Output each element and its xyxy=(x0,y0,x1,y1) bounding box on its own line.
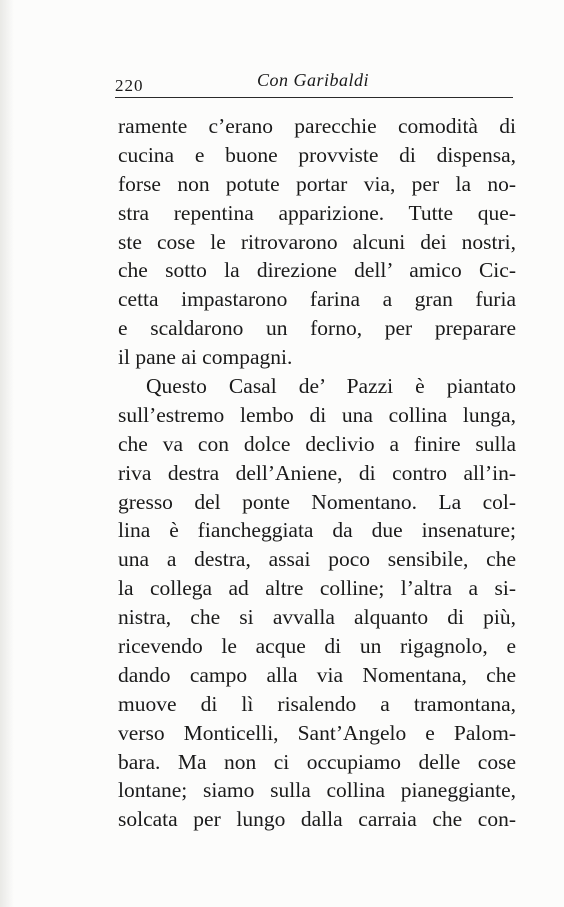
body-text xyxy=(118,112,516,834)
text-line: verso Monticelli, Sant’Angelo e Palom- xyxy=(118,720,516,745)
text-line: una a destra, assai poco sensibile, che xyxy=(118,547,516,572)
text-line: sull’estremo lembo di una collina lunga, xyxy=(118,402,516,427)
text-line: muove di lì risalendo a tramontana, xyxy=(118,691,516,716)
page-header xyxy=(115,66,513,96)
running-head: Con Garibaldi xyxy=(257,70,370,90)
text-line: cetta impastarono farina a gran furia xyxy=(118,287,516,312)
text-line: lina è fiancheggiata da due insenature; xyxy=(118,518,516,543)
text-line: che sotto la direzione dell’ amico Cic- xyxy=(118,258,516,283)
text-line: ramente c’erano parecchie comodità di xyxy=(118,114,516,138)
text-line: Questo Casal de’ Pazzi è piantato xyxy=(146,374,516,399)
text-line: stra repentina apparizione. Tutte que- xyxy=(118,200,516,225)
header-rule xyxy=(115,97,513,98)
text-line: lontane; siamo sulla collina pianeggiante, xyxy=(118,778,516,803)
page-number: 220 xyxy=(115,76,144,95)
text-line: ricevendo le acque di un rigagnolo, e xyxy=(118,634,516,659)
text-line: forse non potute portar via, per la no- xyxy=(118,171,516,196)
text-line: gresso del ponte Nomentano. La col- xyxy=(118,489,516,514)
text-line: solcata per lungo dalla carraia che con- xyxy=(118,807,516,832)
text-line: bara. Ma non ci occupiamo delle cose xyxy=(118,749,516,774)
text-line: nistra, che si avvalla alquanto di più, xyxy=(118,605,516,630)
text-line: la collega ad altre colline; l’altra a si- xyxy=(118,576,516,601)
text-line: dando campo alla via Nomentana, che xyxy=(118,662,516,687)
text-line: riva destra dell’Aniene, di contro all’in- xyxy=(118,460,516,485)
text-line: il pane ai compagni. xyxy=(118,345,293,370)
text-line: che va con dolce declivio a finire sulla xyxy=(118,431,516,456)
text-line: ste cose le ritrovarono alcuni dei nostri, xyxy=(118,229,516,254)
text-line: e scaldarono un forno, per preparare xyxy=(118,316,516,341)
page-gutter-shadow xyxy=(0,0,14,907)
text-line: cucina e buone provviste di dispensa, xyxy=(118,142,516,167)
